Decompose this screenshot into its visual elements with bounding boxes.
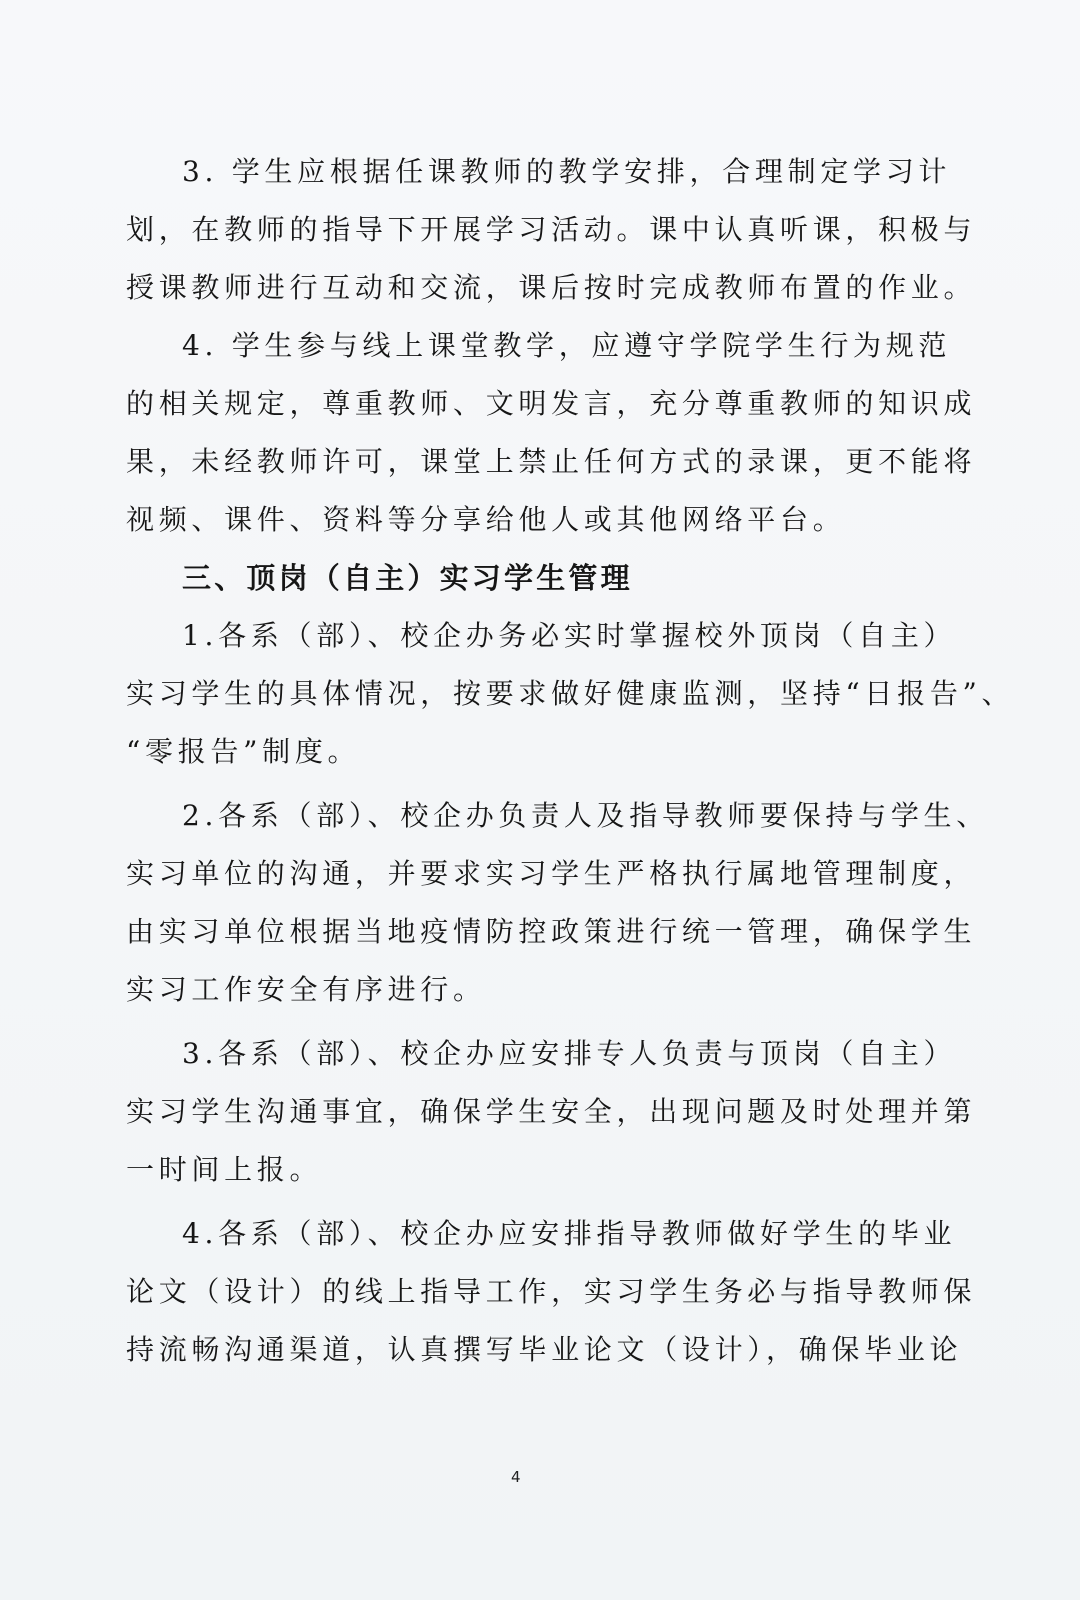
paragraph-line: 3. 学生应根据任课教师的教学安排，合理制定学习计: [182, 155, 952, 188]
paragraph-line: 4.各系（部）、校企办应安排指导教师做好学生的毕业: [182, 1217, 957, 1250]
section-heading: 三、顶岗（自主）实习学生管理: [182, 561, 633, 595]
paragraph-line: 授课教师进行互动和交流，课后按时完成教师布置的作业。: [126, 271, 977, 304]
paragraph-line: 持流畅沟通渠道，认真撰写毕业论文（设计），确保毕业论: [126, 1333, 963, 1366]
page-number: 4: [511, 1468, 521, 1486]
paragraph-line: 1.各系（部）、校企办务必实时掌握校外顶岗（自主）: [182, 619, 957, 652]
paragraph-line: 论文（设计）的线上指导工作，实习学生务必与指导教师保: [126, 1275, 977, 1308]
paragraph-line: 实习工作安全有序进行。: [126, 973, 486, 1006]
paragraph-line: 实习学生沟通事宜，确保学生安全，出现问题及时处理并第: [126, 1095, 977, 1128]
paragraph-line: 视频、课件、资料等分享给他人或其他网络平台。: [126, 503, 846, 536]
paragraph-line: 由实习单位根据当地疫情防控政策进行统一管理，确保学生: [126, 915, 977, 948]
paragraph-line: “零报告”制度。: [126, 735, 361, 768]
paragraph-line: 的相关规定，尊重教师、文明发言，充分尊重教师的知识成: [126, 387, 977, 420]
paragraph-line: 3.各系（部）、校企办应安排专人负责与顶岗（自主）: [182, 1037, 957, 1070]
paragraph-line: 一时间上报。: [126, 1153, 323, 1186]
paragraph-line: 2.各系（部）、校企办负责人及指导教师要保持与学生、: [182, 799, 989, 832]
paragraph-line: 实习学生的具体情况，按要求做好健康监测，坚持“日报告”、: [126, 677, 1015, 710]
paragraph-line: 4. 学生参与线上课堂教学，应遵守学院学生行为规范: [182, 329, 952, 362]
paragraph-line: 实习单位的沟通，并要求实习学生严格执行属地管理制度，: [126, 857, 977, 890]
paragraph-line: 划，在教师的指导下开展学习活动。课中认真听课，积极与: [126, 213, 977, 246]
paragraph-line: 果，未经教师许可，课堂上禁止任何方式的录课，更不能将: [126, 445, 977, 478]
